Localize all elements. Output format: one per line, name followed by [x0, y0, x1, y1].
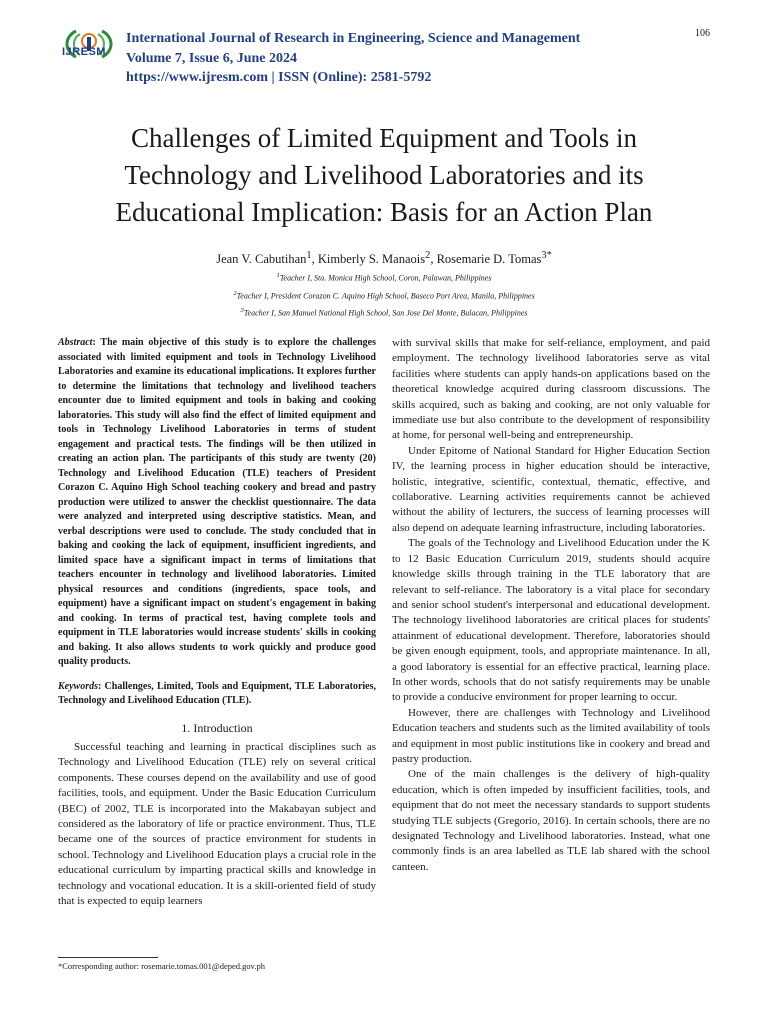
affiliation-sup: 1	[276, 272, 280, 279]
author-list	[60, 250, 708, 267]
paper-title	[60, 120, 708, 231]
affiliation	[60, 268, 708, 286]
title-line: Educational Implication: Basis for an Action Plan	[115, 197, 653, 227]
page-number: 106	[695, 28, 710, 39]
affiliation-list	[60, 268, 708, 321]
body-paragraph: The goals of the Technology and Livelihood Education under the K to 12 Basic Education Curriculum 2019, students should acquire knowledge skills through training in the TLE laboratory that are relevant to self-reliance. The laboratory is a vital place for secondary and senior school student's interpersonal and educational development. The technology livelihood laboratories are critical places for students' attainment of educational development. Therefore, laboratories should be given enough equipment, tools, and appropriate maintenance. In all, a good laboratory is essential for an effective practical, learning place. In other words, schools that do not satisfy requirements may be unable to provide a conducive environment for proper learning to occur.	[392, 537, 710, 704]
affiliation-text: Teacher I, San Manuel National High School, San Jose Del Monte, Bulacan, Philippines	[243, 308, 528, 318]
journal-header	[126, 29, 580, 88]
journal-name: International Journal of Research in Engineering, Science and Management	[126, 31, 581, 46]
body-paragraph: Successful teaching and learning in practical disciplines such as Technology and Livelihood Education (TLE) rely on several critical components. These courses depend on the availability and use of good facilities, tools, and equipment. Under the Basic Education Curriculum (BEC) of 2002, TLE is incorporated into the Makabayan subject and considered as the laboratory of life or practice environment. Thus, TLE became one of the sources of practice environment for students in school. Technology and Livelihood Education plays a crucial role in the educational curriculum by imparting practical skills and knowledge in technology and vocational education. It is a skill-oriented field of study that is expected to equip learners	[58, 740, 376, 907]
keywords-label: Keywords	[58, 680, 98, 692]
author-sup: 1	[306, 250, 312, 261]
body-paragraph: One of the main challenges is the delivery of high-quality education, which is often impeded by insufficient facilities, tools, and equipment that do not meet the necessary standards to support students studying TLE subjects (Gregorio, 2016). In certain schools, there are no designated Technology and Livelihood laboratories. Instead, what one commonly finds is an area labelled as TLE lab shared with the school canteen.	[392, 768, 710, 873]
author-name: Kimberly S. Manaois	[317, 252, 426, 267]
author-sup: 2	[425, 250, 431, 261]
volume-line: Volume 7, Issue 6, June 2024	[126, 50, 298, 66]
author-name: Rosemarie D. Tomas	[436, 252, 542, 267]
footnote-rule	[58, 957, 158, 958]
affiliation-sup: 3	[240, 307, 244, 315]
abstract-label: Abstract	[58, 337, 93, 348]
keywords	[58, 680, 376, 709]
author-separator: ,	[430, 252, 437, 267]
affiliation-sup: 2	[233, 289, 237, 297]
affiliation	[60, 303, 708, 321]
left-column	[58, 336, 376, 909]
author-name: Jean V. Cabutihan	[216, 252, 307, 267]
body-paragraph: with survival skills that make for self-reliance, employment, and paid employment. The technology livelihood laboratories serve as vital facilities where students can apply hands-on applications based on the theoretical knowledge acquired during classroom discussions. The skills acquired, such as baking and cooking, are not only valuable for immediate use but also contribute to the development of responsibility at home, for personal well-being and entrepreneurship.	[392, 337, 710, 442]
keywords-text: : Challenges, Limited, Tools and Equipment, TLE Laboratories, Technology and Livelihood Education (TLE).	[58, 680, 376, 706]
body-paragraph: However, there are challenges with Technology and Livelihood Education teachers and students such as the limited availability of tools and equipment in most public institutions like in cookery and bread and pastry production.	[392, 706, 710, 765]
abstract	[58, 336, 376, 670]
author-separator: ,	[311, 252, 318, 267]
journal-url-line[interactable]: https://www.ijresm.com | ISSN (Online): 2581-5792	[126, 70, 432, 85]
right-column	[392, 336, 710, 875]
abstract-text: : The main objective of this study is to explore the challenges associated with limited equipment and tools in Technology Livelihood Laboratories and examine its educational implications. It explores further to determine the limitations that technology and livelihood teachers encounter due to limited equipment and tools in baking and cooking laboratories. This study will also find the effect of limited equipment and tools in Technology Livelihood Laboratories in terms of student engagement and practical tests. The findings will be then utilized in creating an action plan. The participants of this study are twenty (20) Technology and Livelihood Education (TLE) teachers of President Corazon C. Aquino High School teaching cookery and bread and pastry production were utilized to answer the checklist questionnaire. The data were analyzed and interpreted using descriptive statistics. Mean, and verbal descriptions were used to conclude. The study concluded that in baking and cooking the lack of equipment, insufficient ingredients, and limited space have a significant impact in terms of limitations that teachers encounter in technology and livelihood laboratories. Limited physical resources and conditions (ingredients, space tools, and equipment) have a significant impact on student's engagement in baking and cooking. In terms of practical test, having complete tools and equipment in TLE laboratories would increase students' skills in cooking and baking. It also allows students to work quickly and produce good quality products.	[58, 337, 376, 667]
body-paragraph: Under Epitome of National Standard for Higher Education Section IV, the learning process in higher education should be interactive, holistic, integrative, scientific, contextual, thematic, effective, and collaborative. Learning activities requirements cannot be achieved without the ability of lecturers, the success of learning processes will also depend on adequate learning infrastructure, including laboratories.	[392, 444, 710, 534]
journal-logo-text: IJRESM	[62, 46, 106, 58]
author-sup: 3*	[541, 250, 552, 261]
affiliation	[60, 286, 708, 304]
corresponding-author-footnote: *Corresponding author: rosemarie.tomas.001@deped.gov.ph	[58, 961, 265, 971]
affiliation-text: Teacher I, President Corazon C. Aquino High School, Baseco Port Area, Manila, Philippines	[236, 291, 535, 301]
section-heading: 1. Introduction	[181, 720, 253, 735]
affiliation-text: Teacher I, Sta. Monica High School, Coron, Palawan, Philippines	[279, 273, 492, 283]
title-line: Challenges of Limited Equipment and Tools in	[130, 123, 638, 153]
title-line: Technology and Livelihood Laboratories and its	[124, 160, 644, 190]
